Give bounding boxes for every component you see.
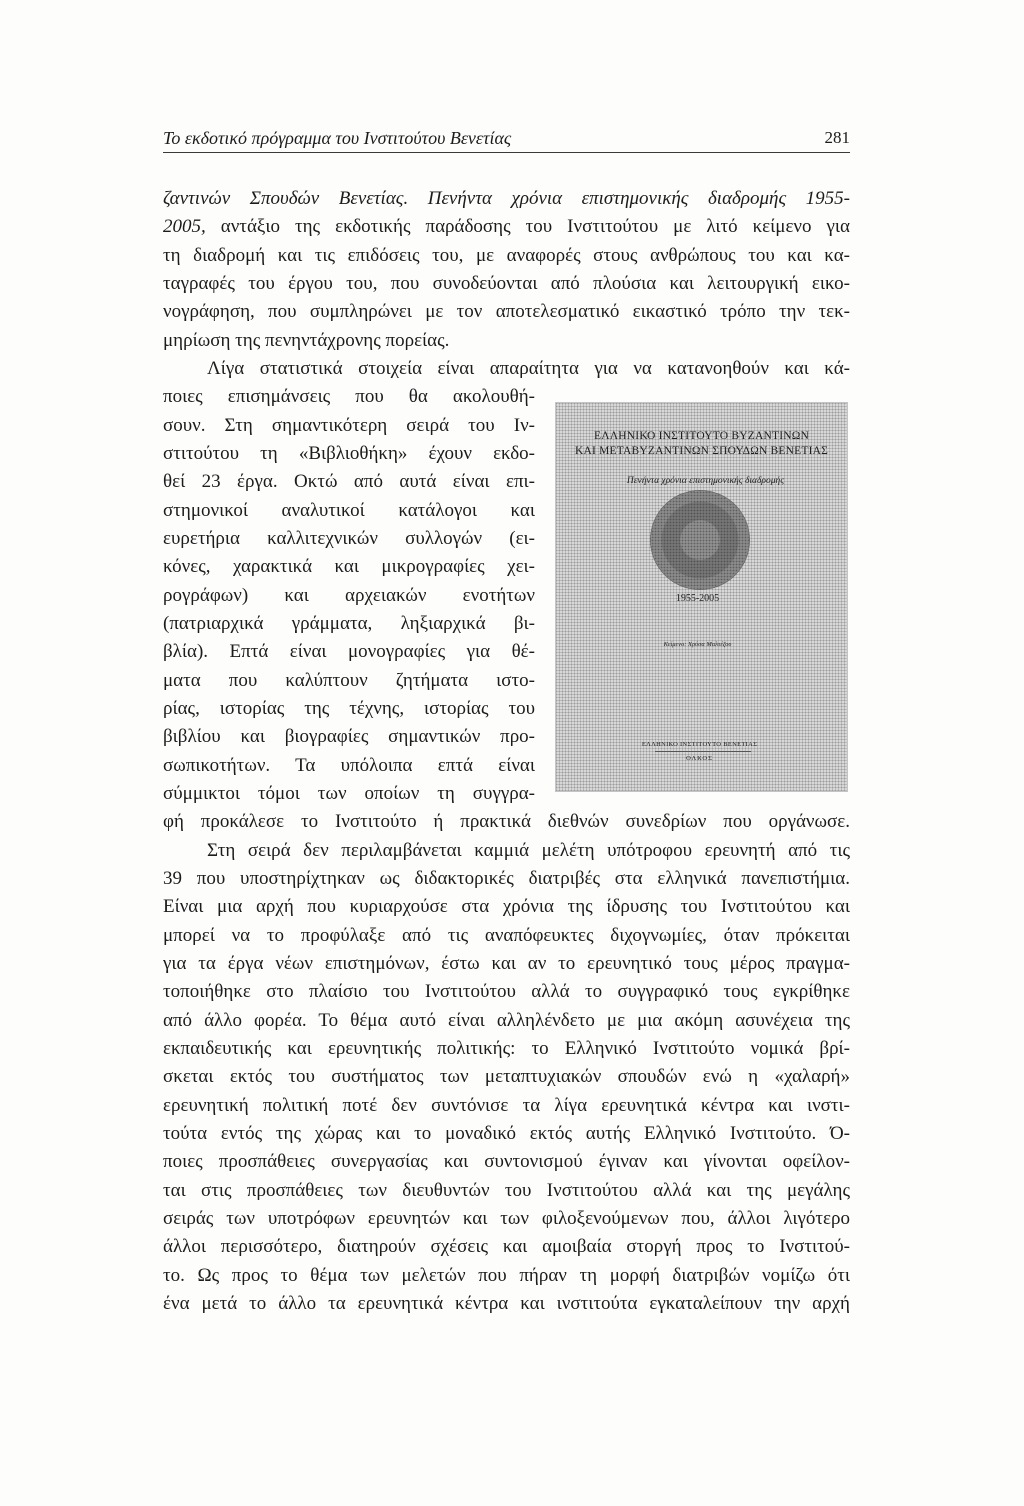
- cover-imprint: ΟΛΚΟΣ: [686, 755, 713, 762]
- cover-subtitle: Πενήντα χρόνια επιστημονικής διαδρομής: [626, 476, 785, 486]
- text-run: στημονικοί αναλυτικοί κατάλογοι και: [163, 499, 535, 521]
- cover-publisher: ΕΛΛΗΝΙΚΟ ΙΝΣΤΙΤΟΥΤΟ ΒΕΝΕΤΙΑΣ: [641, 741, 758, 748]
- text-line: [163, 1148, 850, 1176]
- text-line: [163, 1035, 850, 1063]
- emphasized-text: ζαντινών Σπουδών Βενετίας. Πενήντα χρόνια επιστημονικής διαδρομής 1955-: [163, 188, 850, 209]
- text-run: βιβλίου και βιογραφίες σημαντικών προ-: [163, 726, 535, 748]
- text-run: άλλοι περισσότερο, διατηρούν σχέσεις και αμοιβαία στοργή προς το Ινστιτού-: [163, 1236, 850, 1258]
- text-run: εκπαιδευτικής και ερευνητικής πολιτικής: το Ελληνικό Ινστιτούτο νομικά βρί-: [163, 1037, 850, 1059]
- text-line: [163, 525, 535, 553]
- text-line: [163, 213, 850, 241]
- text-run: κόνες, χαρακτικά και μικρογραφίες χει-: [163, 556, 535, 578]
- text-run: ται στις προσπάθειες των διευθυντών του Ινστιτούτου αλλά και της μεγάλης: [163, 1179, 850, 1201]
- text-line: [163, 1205, 850, 1233]
- running-title: Το εκδοτικό πρόγραμμα του Ινστιτούτου Βενετίας: [163, 128, 512, 148]
- text-line: [163, 922, 850, 950]
- text-run: αντάξιο της εκδοτικής παράδοσης του Ινστιτούτου με λιτό κείμενο για: [205, 216, 850, 238]
- text-run: μπορεί να το προφύλαξε από τις αναπόφευκτες διχογνωμίες, όταν πρόκειται: [163, 924, 850, 946]
- text-run: Είναι μια αρχή που κυριαρχούσε στα χρόνια της ίδρυσης του Ινστιτούτου και: [163, 896, 850, 918]
- text-run: σκεται εκτός του συστήματος των μεταπτυχιακών σπουδών ενώ η «χαλαρή»: [163, 1066, 850, 1088]
- text-line: [163, 1177, 850, 1205]
- cover-title-line-2: ΚΑΙ ΜΕΤΑΒΥΖΑΝΤΙΝΩΝ ΣΠΟΥΔΩΝ ΒΕΝΕΤΙΑΣ: [574, 445, 829, 457]
- text-line: [163, 638, 535, 666]
- text-line: [163, 1233, 850, 1261]
- text-line: [163, 1007, 850, 1035]
- text-line: [163, 298, 850, 326]
- text-line: [163, 695, 535, 723]
- cover-title-line-1: ΕΛΛΗΝΙΚΟ ΙΝΣΤΙΤΟΥΤΟ ΒΥΖΑΝΤΙΝΩΝ: [594, 430, 809, 442]
- book-cover-image: [555, 402, 848, 792]
- emphasized-text: 2005,: [163, 216, 206, 238]
- text-run: σωπικοτήτων. Τα υπόλοιπα επτά είναι: [163, 754, 535, 776]
- text-line: [163, 1092, 850, 1120]
- text-run: θεί 23 έργα. Οκτώ από αυτά είναι επι-: [163, 471, 535, 493]
- text-run: (πατριαρχικά γράμματα, ληξιαρχικά βι-: [163, 613, 535, 634]
- text-run: από άλλο φορέα. Το θέμα αυτό είναι αλληλένδετο με μια ακόμη ασυνέχεια της: [163, 1009, 850, 1031]
- text-line: [163, 553, 535, 581]
- text-run: τούτα εντός της χώρας και το μοναδικό εκτός αυτής Ελληνικό Ινστιτούτο. Ό-: [163, 1122, 850, 1144]
- text-run: σειράς των υποτρόφων ερευνητών και των φιλοξενούμενων που, άλλοι λιγότερο: [163, 1207, 850, 1229]
- text-line: [163, 1290, 850, 1318]
- text-run: τοποιήθηκε στο πλαίσιο του Ινστιτούτου αλλά το συγγραφικό τους εγκρίθηκε: [163, 981, 850, 1003]
- text-line: [163, 780, 535, 808]
- text-line: [163, 270, 850, 298]
- text-run: ρογράφων) και αρχειακών ενοτήτων: [163, 584, 535, 606]
- text-run: ευρετήρια καλλιτεχνικών συλλογών (ει-: [163, 528, 535, 549]
- text-run: σουν. Στη σημαντικότερη σειρά του Ιν-: [163, 414, 535, 436]
- text-line: [163, 468, 535, 496]
- text-line: [163, 667, 535, 695]
- cover-author: Κείμενο: Χρύσα Μαλτέζου: [663, 641, 732, 648]
- text-line: [163, 412, 535, 440]
- text-line: [163, 440, 535, 468]
- text-run: ποιες προσπάθειες συνεργασίας και συντονισμού έγιναν και γίνονται οφείλον-: [163, 1151, 850, 1173]
- header-rule: [163, 152, 850, 153]
- text-run: νογράφηση, που συμπληρώνει με τον αποτελεσματικό εικαστικό τρόπο την τεκ-: [163, 301, 850, 323]
- text-line: [163, 723, 535, 751]
- text-line: [163, 185, 850, 213]
- text-line: [163, 383, 535, 411]
- text-run: 39 που υποστηρίχτηκαν ως διδακτορικές διατριβές στα ελληνικά πανεπιστήμια.: [163, 867, 850, 889]
- text-run: Λίγα στατιστικά στοιχεία είναι απαραίτητα για να κατανοηθούν και κά-: [207, 358, 850, 379]
- text-run: φή προκάλεσε το Ινστιτούτο ή πρακτικά διεθνών συνεδρίων που οργάνωσε.: [163, 811, 850, 833]
- text-run: ματα που καλύπτουν ζητήματα ιστο-: [163, 669, 535, 691]
- text-run: ρίας, ιστορίας της τέχνης, ιστορίας του: [163, 697, 535, 719]
- text-line: [163, 752, 535, 780]
- text-run: ποιες επισημάνσεις που θα ακολουθή-: [163, 386, 535, 408]
- cover-years: 1955-2005: [675, 593, 720, 604]
- text-run: Στη σειρά δεν περιλαμβάνεται καμμιά μελέτη υπότροφου ερευνητή από τις: [207, 839, 850, 861]
- text-line: [163, 808, 850, 836]
- text-run: για τα έργα νέων επιστημόνων, έστω και αν το ερευνητικό τους μέρος πραγμα-: [163, 952, 850, 974]
- text-line: [163, 355, 850, 383]
- text-line: [163, 610, 535, 638]
- text-line: [163, 582, 535, 610]
- text-line: [163, 950, 850, 978]
- cover-divider: [655, 751, 751, 752]
- text-line: [163, 978, 850, 1006]
- text-line: [163, 837, 850, 865]
- text-run: ταγραφές του έργου του, που συνοδεύονται από πλούσια και λειτουργική εικο-: [163, 273, 850, 294]
- text-line: [163, 1120, 850, 1148]
- text-run: σύμμικτοι τόμοι των οποίων τη συγγρα-: [163, 782, 535, 804]
- text-line: [163, 865, 850, 893]
- text-line: [163, 893, 850, 921]
- text-run: ερευνητική πολιτική ποτέ δεν συντόνισε τα λίγα ερευνητικά κέντρα και ινστι-: [163, 1094, 850, 1116]
- text-line: [163, 1262, 850, 1290]
- text-line: [163, 327, 850, 355]
- text-run: στιτούτου τη «Βιβλιοθήκη» έχουν εκδο-: [163, 443, 535, 464]
- text-run: ένα μετά το άλλο τα ερευνητικά κέντρα και ινστιτούτα εγκαταλείπουν την αρχή: [163, 1292, 850, 1314]
- page-number: 281: [824, 128, 850, 147]
- medallion-icon: [651, 491, 749, 589]
- text-run: τη διαδρομή και τις επιδόσεις του, με αναφορές στους ανθρώπους του και κα-: [163, 244, 850, 266]
- text-run: μηρίωση της πενηντάχρονης πορείας.: [163, 329, 450, 351]
- text-line: [163, 1063, 850, 1091]
- text-line: [163, 497, 535, 525]
- text-run: βλία). Επτά είναι μονογραφίες για θέ-: [163, 641, 535, 663]
- text-run: το. Ως προς το θέμα των μελετών που πήραν τη μορφή διατριβών νομίζω ότι: [163, 1264, 850, 1286]
- text-line: [163, 242, 850, 270]
